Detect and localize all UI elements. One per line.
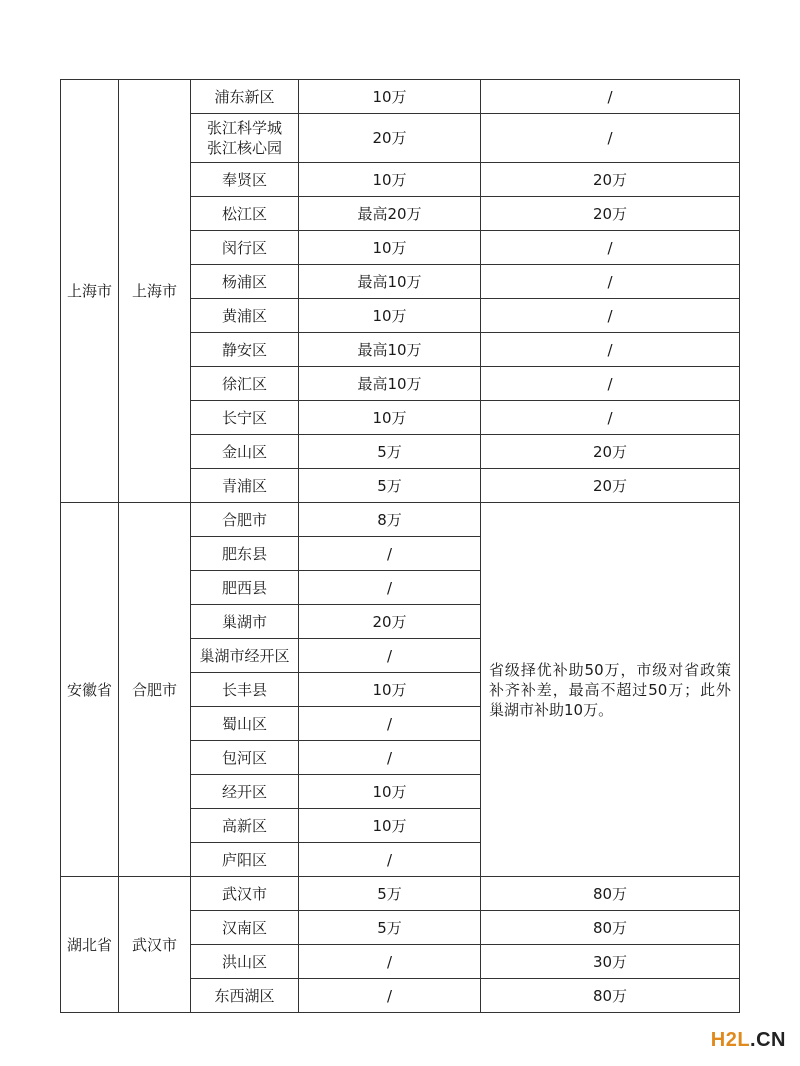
district-cell: 闵行区 [191, 231, 299, 265]
city-cell: 武汉市 [119, 877, 191, 1013]
extra-cell: / [481, 333, 740, 367]
extra-cell: 20万 [481, 469, 740, 503]
extra-cell: / [481, 401, 740, 435]
district-cell: 静安区 [191, 333, 299, 367]
extra-cell: / [481, 367, 740, 401]
district-line: 张江核心园 [206, 139, 282, 157]
district-cell: 杨浦区 [191, 265, 299, 299]
amount-cell: 10万 [299, 775, 481, 809]
district-cell: 肥西县 [191, 571, 299, 605]
amount-cell: 最高10万 [299, 333, 481, 367]
district-cell: 巢湖市经开区 [191, 639, 299, 673]
watermark-brand: H2L [710, 1029, 751, 1051]
amount-cell: 20万 [299, 114, 481, 163]
amount-cell: 10万 [299, 809, 481, 843]
district-cell: 合肥市 [191, 503, 299, 537]
province-cell: 上海市 [61, 80, 119, 503]
watermark-domain: CN [756, 1029, 786, 1051]
extra-cell: / [481, 299, 740, 333]
extra-cell: / [481, 231, 740, 265]
amount-cell: / [299, 639, 481, 673]
amount-cell: 最高10万 [299, 367, 481, 401]
amount-cell: 20万 [299, 605, 481, 639]
amount-cell: 5万 [299, 469, 481, 503]
extra-cell: 80万 [481, 979, 740, 1013]
table-row [61, 877, 740, 911]
district-cell: 经开区 [191, 775, 299, 809]
amount-cell: 5万 [299, 877, 481, 911]
amount-cell: / [299, 537, 481, 571]
policy-note: 省级择优补助50万，市级对省政策补齐补差，最高不超过50万；此外巢湖市补助10万。 [489, 660, 731, 719]
amount-cell: / [299, 945, 481, 979]
district-cell: 金山区 [191, 435, 299, 469]
district-cell: 蜀山区 [191, 707, 299, 741]
amount-cell: 8万 [299, 503, 481, 537]
amount-cell: 5万 [299, 435, 481, 469]
amount-cell: / [299, 979, 481, 1013]
district-cell: 徐汇区 [191, 367, 299, 401]
extra-cell: / [481, 114, 740, 163]
amount-cell: / [299, 741, 481, 775]
amount-cell: 5万 [299, 911, 481, 945]
district-cell: 松江区 [191, 197, 299, 231]
district-cell: 东西湖区 [191, 979, 299, 1013]
policy-note-cell [481, 503, 740, 877]
district-cell: 武汉市 [191, 877, 299, 911]
district-cell: 青浦区 [191, 469, 299, 503]
city-cell: 上海市 [119, 80, 191, 503]
district-cell: 长宁区 [191, 401, 299, 435]
subsidy-table [60, 79, 740, 1013]
district-cell: 包河区 [191, 741, 299, 775]
district-cell: 高新区 [191, 809, 299, 843]
district-cell [191, 114, 299, 163]
province-cell: 湖北省 [61, 877, 119, 1013]
table-row [61, 80, 740, 114]
site-watermark-logo [711, 1029, 786, 1052]
extra-cell: 20万 [481, 197, 740, 231]
extra-cell: / [481, 265, 740, 299]
extra-cell: / [481, 80, 740, 114]
extra-cell: 80万 [481, 911, 740, 945]
district-cell: 汉南区 [191, 911, 299, 945]
city-cell: 合肥市 [119, 503, 191, 877]
extra-cell: 20万 [481, 435, 740, 469]
amount-cell: / [299, 843, 481, 877]
amount-cell: / [299, 571, 481, 605]
district-cell: 洪山区 [191, 945, 299, 979]
table-row [61, 503, 740, 537]
district-cell: 浦东新区 [191, 80, 299, 114]
district-line: 张江科学城 [206, 119, 282, 137]
extra-cell: 20万 [481, 163, 740, 197]
district-cell: 巢湖市 [191, 605, 299, 639]
amount-cell: 10万 [299, 163, 481, 197]
extra-cell: 80万 [481, 877, 740, 911]
amount-cell: 10万 [299, 673, 481, 707]
amount-cell: 10万 [299, 299, 481, 333]
province-cell: 安徽省 [61, 503, 119, 877]
amount-cell: 最高20万 [299, 197, 481, 231]
district-cell: 黄浦区 [191, 299, 299, 333]
amount-cell: 10万 [299, 401, 481, 435]
amount-cell: 最高10万 [299, 265, 481, 299]
district-cell: 庐阳区 [191, 843, 299, 877]
extra-cell: 30万 [481, 945, 740, 979]
amount-cell: 10万 [299, 80, 481, 114]
amount-cell: / [299, 707, 481, 741]
district-cell: 肥东县 [191, 537, 299, 571]
amount-cell: 10万 [299, 231, 481, 265]
watermark-dot: . [750, 1029, 757, 1051]
district-cell: 长丰县 [191, 673, 299, 707]
district-cell: 奉贤区 [191, 163, 299, 197]
